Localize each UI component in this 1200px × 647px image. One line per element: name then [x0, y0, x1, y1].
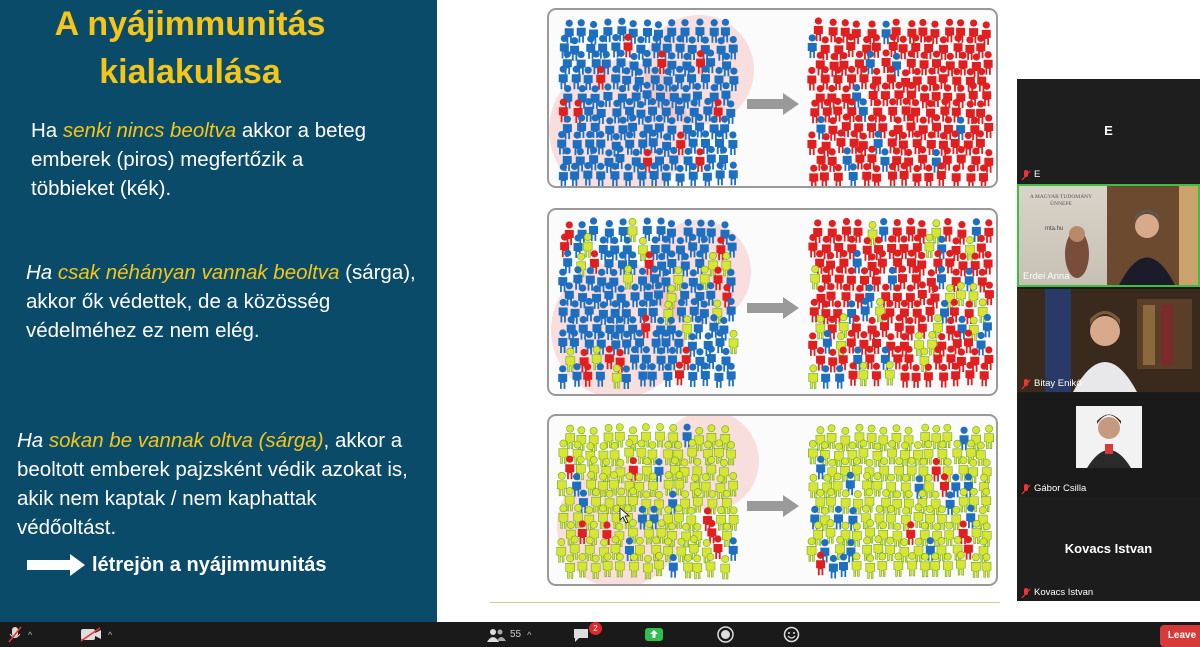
- person-figure: [849, 362, 858, 386]
- person-figure: [980, 363, 989, 387]
- person-figure: [636, 36, 645, 60]
- person-figure: [893, 284, 902, 308]
- person-figure: [565, 456, 574, 480]
- person-figure: [624, 34, 633, 58]
- chevron-up-icon[interactable]: ^: [108, 629, 113, 640]
- person-figure: [925, 234, 934, 258]
- person-figure: [956, 551, 965, 575]
- record-icon: [717, 626, 734, 643]
- person-figure: [826, 520, 835, 544]
- person-figure: [835, 365, 844, 389]
- participant-tile-erdei-anna[interactable]: [1017, 184, 1200, 287]
- participant-video: [1017, 289, 1200, 392]
- microphone-muted-icon: [1021, 379, 1031, 390]
- person-figure: [721, 555, 730, 579]
- person-figure: [888, 163, 897, 187]
- chat-icon: [572, 627, 590, 643]
- person-figure: [835, 266, 844, 290]
- paragraph-no-vaccination: Ha senki nincs beoltva akkor a beteg emberek (piros) megfertőzik a többieket (kék).: [31, 119, 367, 200]
- person-figure: [972, 520, 981, 544]
- arrow-right-icon: [26, 554, 86, 576]
- person-figure: [557, 472, 566, 496]
- person-figure: [842, 85, 851, 109]
- person-figure: [820, 507, 829, 531]
- person-figure: [829, 555, 838, 579]
- stop-video-button[interactable]: [80, 625, 112, 644]
- person-figure: [900, 333, 909, 357]
- slide-title-line1: A nyájimmunitás: [54, 5, 326, 43]
- person-figure: [675, 362, 684, 386]
- person-figure: [846, 33, 855, 57]
- person-figure: [820, 539, 829, 563]
- person-figure: [557, 539, 566, 563]
- person-figure: [727, 298, 736, 322]
- person-figure: [566, 425, 575, 449]
- person-figure: [859, 362, 868, 386]
- person-figure: [943, 553, 952, 577]
- person-figure: [932, 458, 941, 482]
- person-figure: [913, 68, 922, 92]
- meeting-toolbar: [0, 622, 1200, 647]
- person-figure: [926, 100, 935, 124]
- person-figure: [701, 362, 710, 386]
- person-figure: [852, 457, 861, 481]
- person-figure: [862, 163, 871, 187]
- crowd-illustration: [549, 416, 998, 586]
- microphone-muted-icon: [1021, 588, 1031, 599]
- person-figure: [807, 538, 816, 562]
- person-figure: [841, 490, 850, 514]
- person-figure: [893, 346, 902, 370]
- crowd-illustration: [549, 10, 998, 188]
- person-figure: [688, 363, 697, 387]
- chat-button[interactable]: [572, 625, 590, 644]
- person-figure: [919, 117, 928, 141]
- person-figure: [901, 69, 910, 93]
- participant-name-label: Gábor Csilla: [1021, 483, 1086, 495]
- person-figure: [816, 315, 825, 339]
- participant-name-label: Erdei Anna: [1023, 271, 1070, 282]
- person-figure: [939, 364, 948, 388]
- arrow-right-icon: [747, 93, 799, 115]
- person-figure: [559, 164, 568, 188]
- person-figure: [969, 317, 978, 341]
- person-figure: [816, 552, 825, 576]
- microphone-muted-icon: [1021, 484, 1031, 495]
- person-figure: [821, 365, 830, 389]
- person-figure: [878, 553, 887, 577]
- crowd-illustration: [549, 210, 998, 396]
- person-figure: [924, 364, 933, 388]
- person-figure: [722, 523, 731, 547]
- person-figure: [689, 163, 698, 187]
- video-muted-icon: [80, 627, 102, 642]
- person-figure: [716, 162, 725, 186]
- person-figure: [859, 66, 868, 90]
- slide-divider: [490, 602, 1000, 603]
- person-figure: [984, 219, 993, 243]
- participant-tile-e[interactable]: [1017, 79, 1200, 183]
- person-figure: [729, 330, 738, 354]
- person-figure: [873, 473, 882, 497]
- person-figure: [886, 333, 895, 357]
- person-figure: [881, 83, 890, 107]
- person-figure: [808, 440, 817, 464]
- person-figure: [952, 506, 961, 530]
- person-figure: [882, 21, 891, 45]
- person-figure: [808, 34, 817, 58]
- person-figure: [713, 535, 722, 559]
- person-figure: [706, 553, 715, 577]
- reactions-button[interactable]: [783, 625, 800, 644]
- person-figure: [952, 165, 961, 188]
- person-figure: [937, 333, 946, 357]
- person-figure: [558, 365, 567, 389]
- person-figure: [978, 269, 987, 293]
- person-figure: [808, 332, 817, 356]
- participant-tile-gabor-csilla[interactable]: [1017, 394, 1200, 497]
- person-figure: [828, 117, 837, 141]
- person-figure: [982, 554, 991, 578]
- person-figure: [839, 553, 848, 577]
- record-button[interactable]: [717, 625, 734, 644]
- person-figure: [924, 164, 933, 188]
- person-figure: [964, 536, 973, 560]
- person-figure: [952, 237, 961, 261]
- participant-name-label: Bitay Enikő: [1021, 378, 1082, 390]
- person-figure: [892, 53, 901, 77]
- chevron-up-icon[interactable]: ^: [28, 629, 33, 640]
- paragraph-many-vaccinated: Ha sokan be vannak oltva (sárga), akkor a beoltott emberek pajzsként védik azokat is, akik nem kaptak / nem kaphattak védőoltást.: [17, 429, 408, 539]
- person-figure: [566, 555, 575, 579]
- participants-button[interactable]: [486, 625, 531, 644]
- highlight-text: sokan be vannak oltva: [48, 429, 253, 452]
- person-figure: [951, 363, 960, 387]
- highlight-text: csak néhányan vannak beoltva: [57, 261, 340, 284]
- person-figure: [888, 440, 897, 464]
- person-figure: [669, 554, 678, 578]
- person-figure: [964, 330, 973, 354]
- background-book: A MAGYAR TUDOMÁNY ÜNNEPE mta.hu: [1019, 186, 1107, 285]
- person-figure: [912, 165, 921, 188]
- person-figure: [809, 365, 818, 389]
- person-figure: [676, 165, 685, 188]
- person-figure: [583, 233, 592, 257]
- person-figure: [970, 117, 979, 141]
- person-figure: [945, 250, 954, 274]
- person-figure: [807, 131, 816, 155]
- person-figure: [960, 427, 969, 451]
- person-figure: [885, 361, 894, 385]
- paragraph-few-vaccinated: Ha csak néhányan vannak beoltva (sárga), akkor ők védettek, de a közösség védelméhez ez nem elég.: [26, 261, 416, 342]
- person-figure: [979, 164, 988, 188]
- person-figure: [719, 317, 728, 341]
- person-figure: [900, 235, 909, 259]
- chat-unread-badge: 2: [589, 622, 602, 635]
- slide-text-panel: [0, 0, 437, 622]
- person-figure: [728, 131, 737, 155]
- person-figure: [908, 552, 917, 576]
- person-figure: [695, 148, 704, 172]
- person-figure: [966, 165, 975, 188]
- person-figure: [852, 553, 861, 577]
- reactions-icon: [783, 626, 800, 643]
- share-screen-icon: [644, 627, 664, 642]
- person-figure: [703, 507, 712, 531]
- participant-tile-kovacs-istvan[interactable]: [1017, 499, 1200, 601]
- crowd-panel-few-vaccinated: [547, 208, 998, 396]
- person-figure: [887, 235, 896, 259]
- slide-illustration-area: [437, 0, 1017, 622]
- participants-count: 55: [510, 629, 522, 640]
- person-figure: [880, 313, 889, 337]
- person-figure: [684, 554, 693, 578]
- person-figure: [946, 317, 955, 341]
- person-figure: [816, 456, 825, 480]
- person-figure: [855, 146, 864, 170]
- person-figure: [937, 266, 946, 290]
- person-figure: [937, 162, 946, 186]
- participant-avatar-name: Kovacs Istvan: [1064, 541, 1153, 556]
- share-screen-button[interactable]: [644, 625, 664, 644]
- person-figure: [901, 364, 910, 388]
- participant-photo: [1017, 394, 1200, 497]
- person-figure: [861, 298, 870, 322]
- person-figure: [872, 363, 881, 387]
- person-figure: [663, 363, 672, 387]
- person-figure: [714, 364, 723, 388]
- person-figure: [886, 537, 895, 561]
- person-figure: [964, 132, 973, 156]
- highlight-text: senki nincs beoltva: [62, 119, 237, 142]
- person-figure: [880, 148, 889, 172]
- participant-gallery: [1017, 79, 1200, 601]
- person-figure: [811, 266, 820, 290]
- person-figure: [852, 21, 861, 45]
- person-figure: [688, 333, 697, 357]
- person-figure: [729, 537, 738, 561]
- crowd-panel-no-vaccination: [547, 8, 998, 188]
- person-figure: [809, 474, 818, 498]
- person-figure: [855, 285, 864, 309]
- mute-button[interactable]: [8, 625, 32, 644]
- arrow-right-icon: [747, 495, 799, 517]
- person-figure: [577, 19, 586, 43]
- person-figure: [921, 553, 930, 577]
- person-figure: [807, 67, 816, 91]
- participants-icon: [486, 628, 506, 642]
- chevron-up-icon[interactable]: ^: [527, 629, 532, 640]
- person-figure: [982, 21, 991, 45]
- person-figure: [834, 164, 843, 188]
- person-figure: [945, 522, 954, 546]
- person-figure: [931, 553, 940, 577]
- person-figure: [971, 554, 980, 578]
- person-figure: [926, 298, 935, 322]
- microphone-muted-icon: [1021, 170, 1031, 181]
- leave-meeting-button[interactable]: Leave: [1160, 625, 1200, 647]
- person-figure: [693, 523, 702, 547]
- person-figure: [610, 237, 619, 261]
- person-figure: [984, 114, 993, 138]
- person-figure: [900, 162, 909, 186]
- person-figure: [872, 330, 881, 354]
- person-figure: [959, 488, 968, 512]
- person-figure: [703, 164, 712, 188]
- person-figure: [912, 364, 921, 388]
- arrow-right-icon: [747, 297, 799, 319]
- slide-title-line2: kialakulása: [99, 53, 281, 91]
- person-figure: [872, 165, 881, 188]
- person-figure: [565, 221, 574, 245]
- person-figure: [894, 553, 903, 577]
- person-figure: [849, 163, 858, 187]
- person-figure: [873, 443, 882, 467]
- person-figure: [965, 362, 974, 386]
- person-figure: [693, 555, 702, 579]
- microphone-muted-icon: [8, 626, 22, 643]
- person-figure: [729, 162, 738, 186]
- person-figure: [727, 363, 736, 387]
- person-figure: [920, 52, 929, 76]
- person-figure: [985, 425, 994, 449]
- participant-name-label: Kovacs Istvan: [1021, 587, 1093, 599]
- person-figure: [866, 555, 875, 579]
- result-text: létrejön a nyájimmunitás: [92, 554, 327, 576]
- person-figure: [820, 164, 829, 188]
- participant-name-label: E: [1021, 169, 1040, 181]
- participant-tile-bitay-eniko[interactable]: [1017, 289, 1200, 392]
- person-figure: [638, 237, 647, 261]
- person-figure: [809, 165, 818, 188]
- crowd-panel-many-vaccinated: [547, 414, 998, 586]
- person-figure: [570, 37, 579, 61]
- person-figure: [828, 349, 837, 373]
- participant-avatar-initial: E: [1104, 123, 1113, 138]
- highlight-text: (sárga): [252, 429, 324, 452]
